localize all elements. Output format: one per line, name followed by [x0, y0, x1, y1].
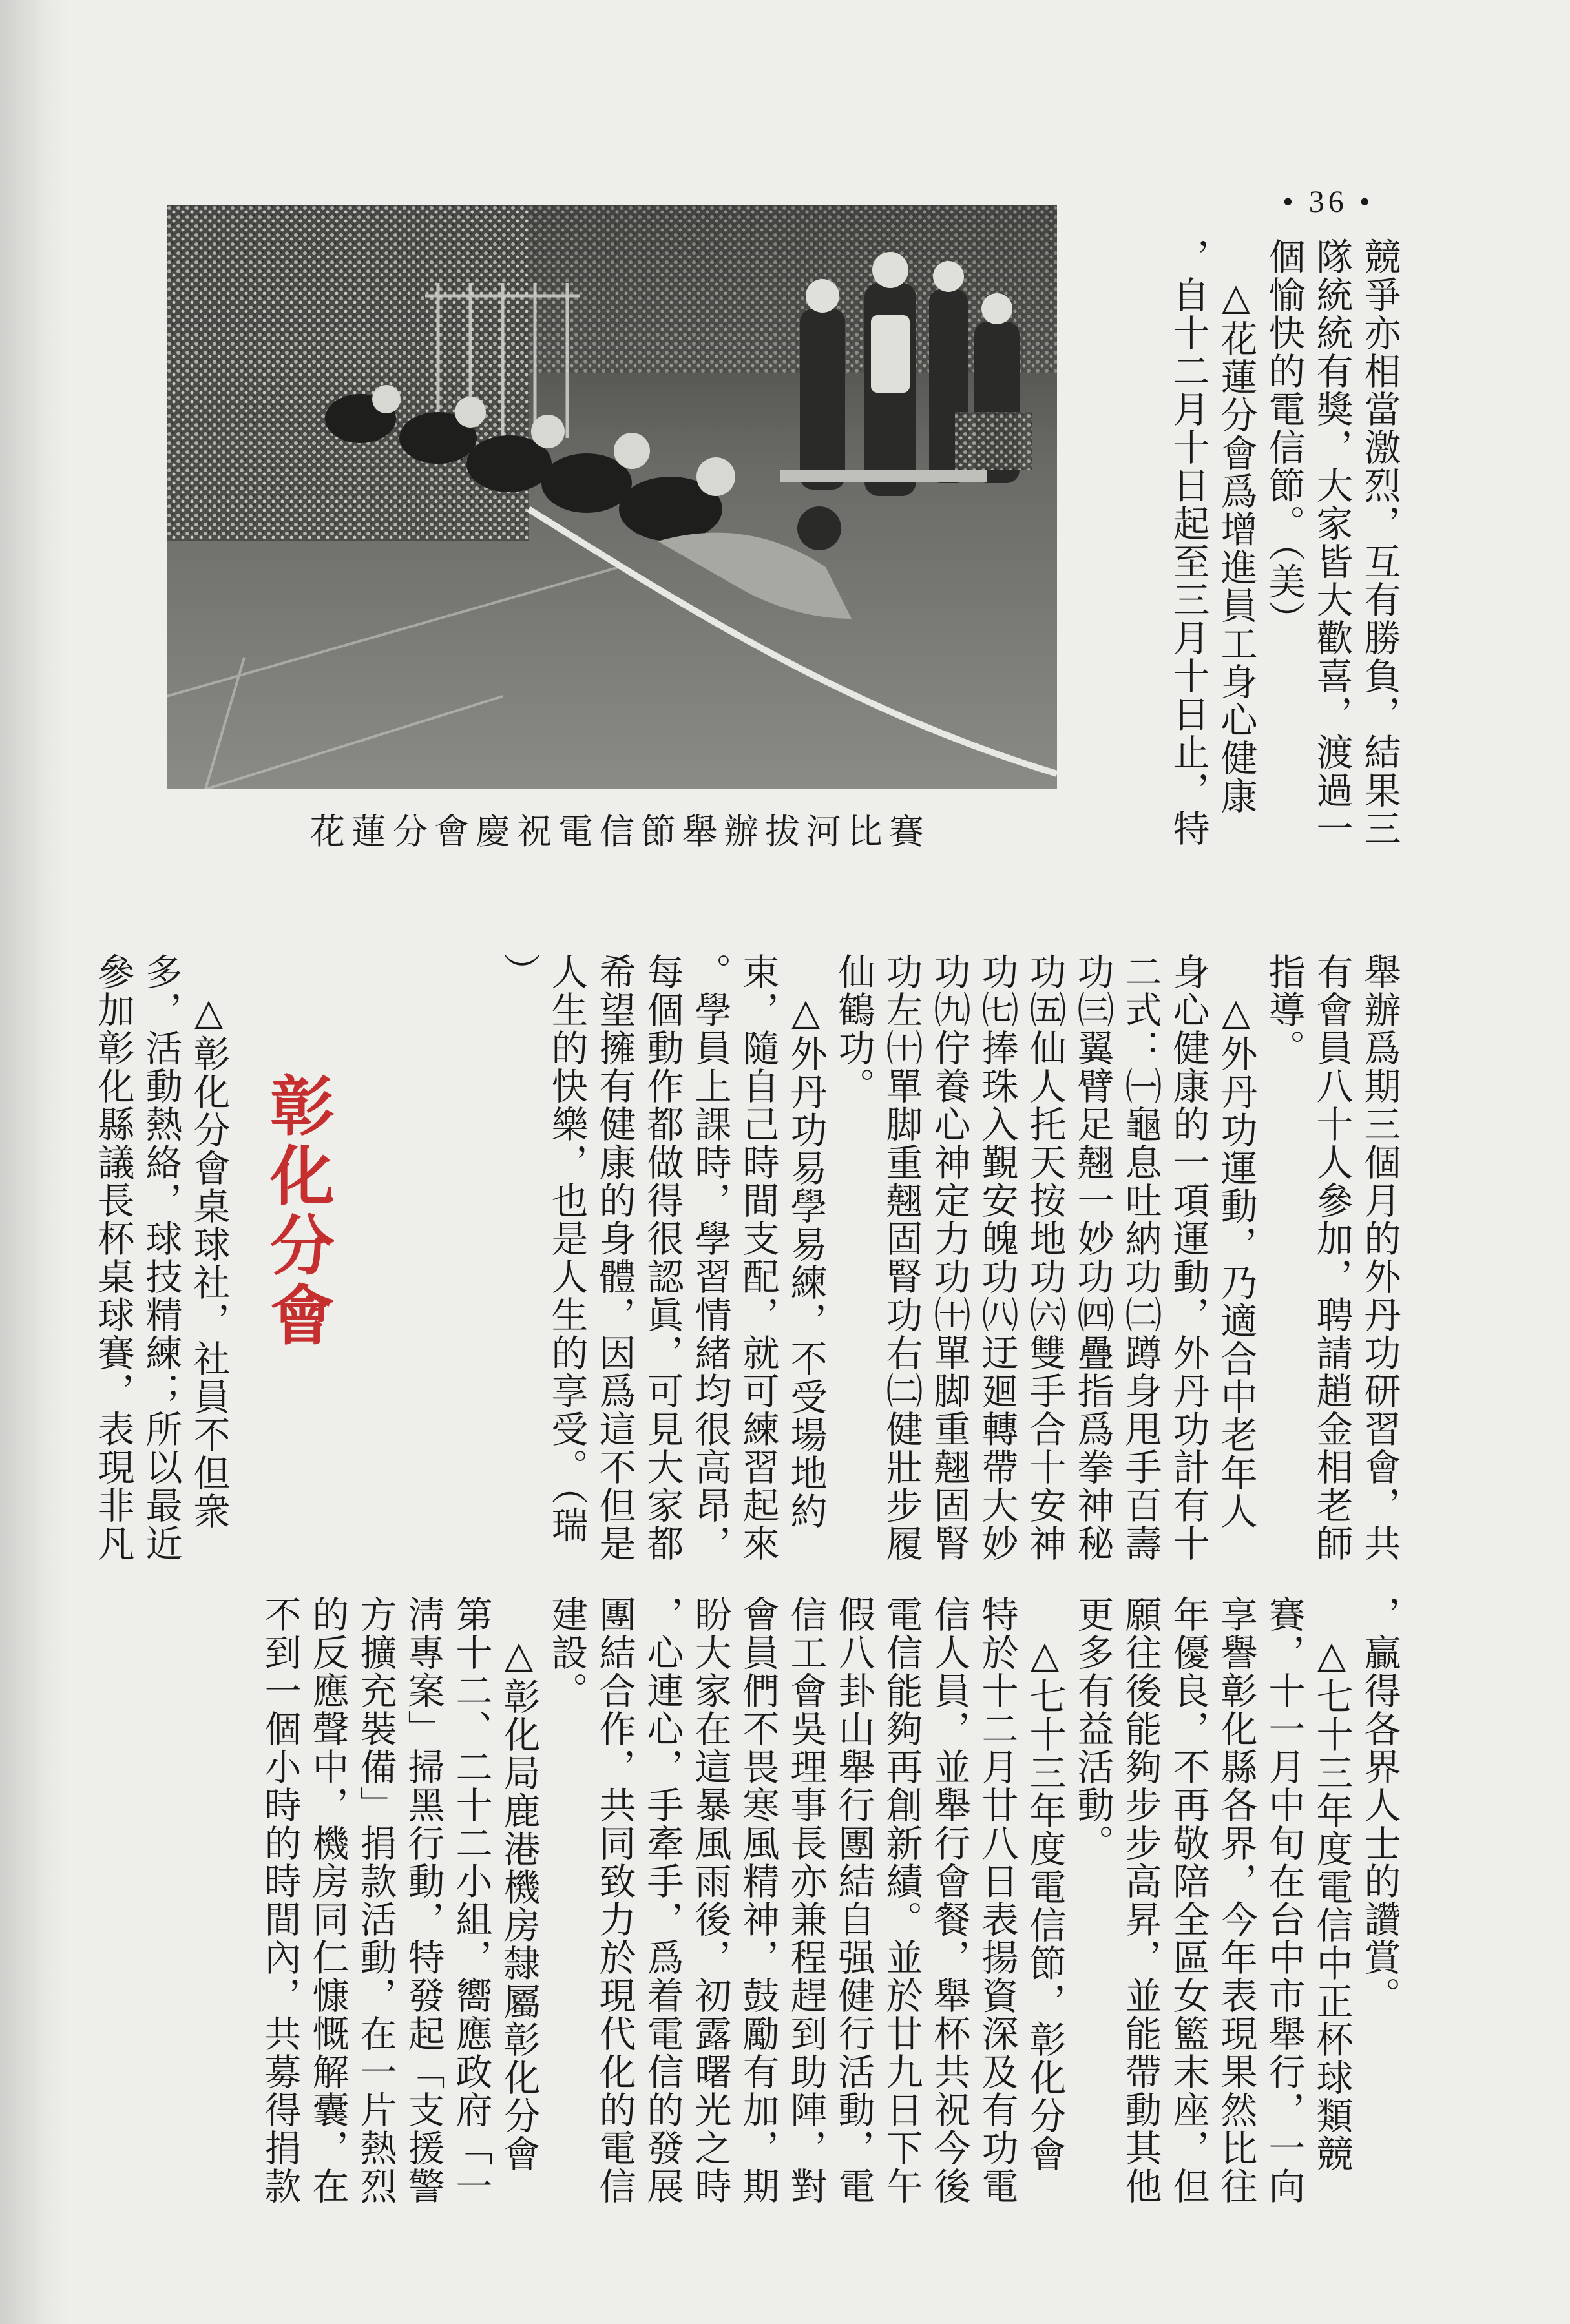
text-line: ，自十二月十日起至三月十日止，特: [1167, 238, 1209, 847]
text-line: 賽，十一月中旬在台中市舉行，一向: [1262, 1595, 1305, 2205]
text-line: ，心連心，手牽手，爲着電信的發展: [641, 1595, 684, 2205]
text-line: 功㈤仙人托天按地功㈥雙手合十安神: [1023, 953, 1066, 1562]
text-line: 團結合作，共同致力於現代化的電信: [593, 1595, 636, 2205]
top-article-text: [1164, 238, 1403, 858]
text-line: 願往後能夠步步高昇，並能帶動其他: [1119, 1595, 1162, 2205]
middle-article-text: [495, 953, 1403, 1618]
text-line: 假八卦山舉行團結自强健行活動，電: [832, 1595, 875, 2205]
text-line: △彰化局鹿港機房隸屬彰化分會: [497, 1595, 540, 2173]
text-line: ，贏得各界人士的讚賞。: [1358, 1595, 1401, 2015]
text-line: 功㈢翼臂足翹一妙功㈣疊指爲拳神秘: [1071, 953, 1114, 1562]
text-line: 功㈨佇養心神定力功㈩單脚重翹固腎: [928, 953, 970, 1562]
text-line: 享譽彰化縣各界，今年表現果然比往: [1215, 1595, 1257, 2205]
text-line: 多，活動熱絡，球技精練；所以最近: [140, 953, 182, 1562]
photo-caption: 花蓮分會慶祝電信節舉辦拔河比賽: [310, 811, 930, 852]
text-line: 競爭亦相當激烈，互有勝負，結果三: [1358, 238, 1401, 847]
text-line: 方擴充裝備」捐款活動，在一片熱烈: [354, 1595, 397, 2205]
text-line: 不到一個小時的時間內，共募得捐款: [258, 1595, 301, 2205]
text-line: 舉辦爲期三個月的外丹功研習會，共: [1358, 953, 1401, 1562]
text-line: 有會員八十人參加，聘請趙金相老師: [1310, 953, 1353, 1562]
text-line: 仙鶴功。: [832, 953, 875, 1105]
text-line: △七十三年度電信節，彰化分會: [1023, 1595, 1066, 2173]
page-number: • 36 •: [1282, 185, 1374, 219]
text-line: 淸專案」掃黑行動，特發起「支援警: [402, 1595, 445, 2205]
text-line: 束，隨自己時間支配，就可練習起來: [737, 953, 779, 1562]
text-line: 更多有益活動。: [1071, 1595, 1114, 1862]
text-line: 第十二、二十二小組，嚮應政府「一: [450, 1595, 492, 2205]
text-line: 功左㈩單脚重翹固腎功右㈡健壯步履: [880, 953, 923, 1562]
text-line: 信工會吳理事長亦兼程趕到助陣，對: [784, 1595, 827, 2205]
text-line: 參加彰化縣議長杯桌球賽，表現非凡: [92, 953, 134, 1562]
text-line: 特於十二月廿八日表揚資深及有功電: [976, 1595, 1018, 2205]
text-line: △彰化分會桌球社，社員不但衆: [187, 953, 230, 1530]
text-line: △花蓮分會爲增進員工身心健康: [1215, 238, 1257, 815]
text-line: 每個動作都做得很認眞，可見大家都: [641, 953, 684, 1562]
text-line: 年優良，不再敬陪全區女籃末座，但: [1167, 1595, 1209, 2205]
text-line: 會員們不畏寒風精神，鼓勵有加，期: [737, 1595, 779, 2205]
text-line: 隊統統有獎，大家皆大歡喜，渡過一: [1310, 238, 1353, 847]
text-line: 二式：㈠龜息吐納功㈡蹲身甩手百壽: [1119, 953, 1162, 1562]
section-title: 彰化分會: [259, 1072, 335, 1351]
text-line: 希望擁有健康的身體，因爲這不但是: [593, 953, 636, 1562]
section-intro-text: [89, 953, 233, 1618]
text-line: △外丹功易學易練，不受場地約: [784, 953, 827, 1530]
text-line: ）: [497, 953, 540, 991]
text-line: 建設。: [545, 1595, 588, 1710]
text-line: 信人員，並舉行會餐，舉杯共祝今後: [928, 1595, 970, 2205]
text-line: △外丹功運動，乃適合中老年人: [1215, 953, 1257, 1530]
text-line: 功㈦捧珠入覲安魄功㈧迂廻轉帶大妙: [976, 953, 1018, 1562]
text-line: △七十三年度電信中正杯球類競: [1310, 1595, 1353, 2173]
text-line: 指導。: [1262, 953, 1305, 1067]
bottom-article-text: [256, 1595, 1403, 2248]
text-line: 。學員上課時，學習情緒均很高昂，: [689, 953, 731, 1562]
page-binding-shadow: [0, 0, 71, 2324]
text-line: 電信能夠再創新績。並於廿九日下午: [880, 1595, 923, 2205]
text-line: 的反應聲中，機房同仁慷慨解囊，在: [306, 1595, 349, 2205]
text-line: 身心健康的一項運動，外丹功計有十: [1167, 953, 1209, 1562]
text-line: 盼大家在這暴風雨後，初露曙光之時: [689, 1595, 731, 2205]
text-line: 個愉快的電信節。（美）: [1262, 238, 1305, 639]
tug-of-war-photo: [167, 205, 1057, 789]
text-line: 人生的快樂，也是人生的享受。（瑞: [545, 953, 588, 1544]
